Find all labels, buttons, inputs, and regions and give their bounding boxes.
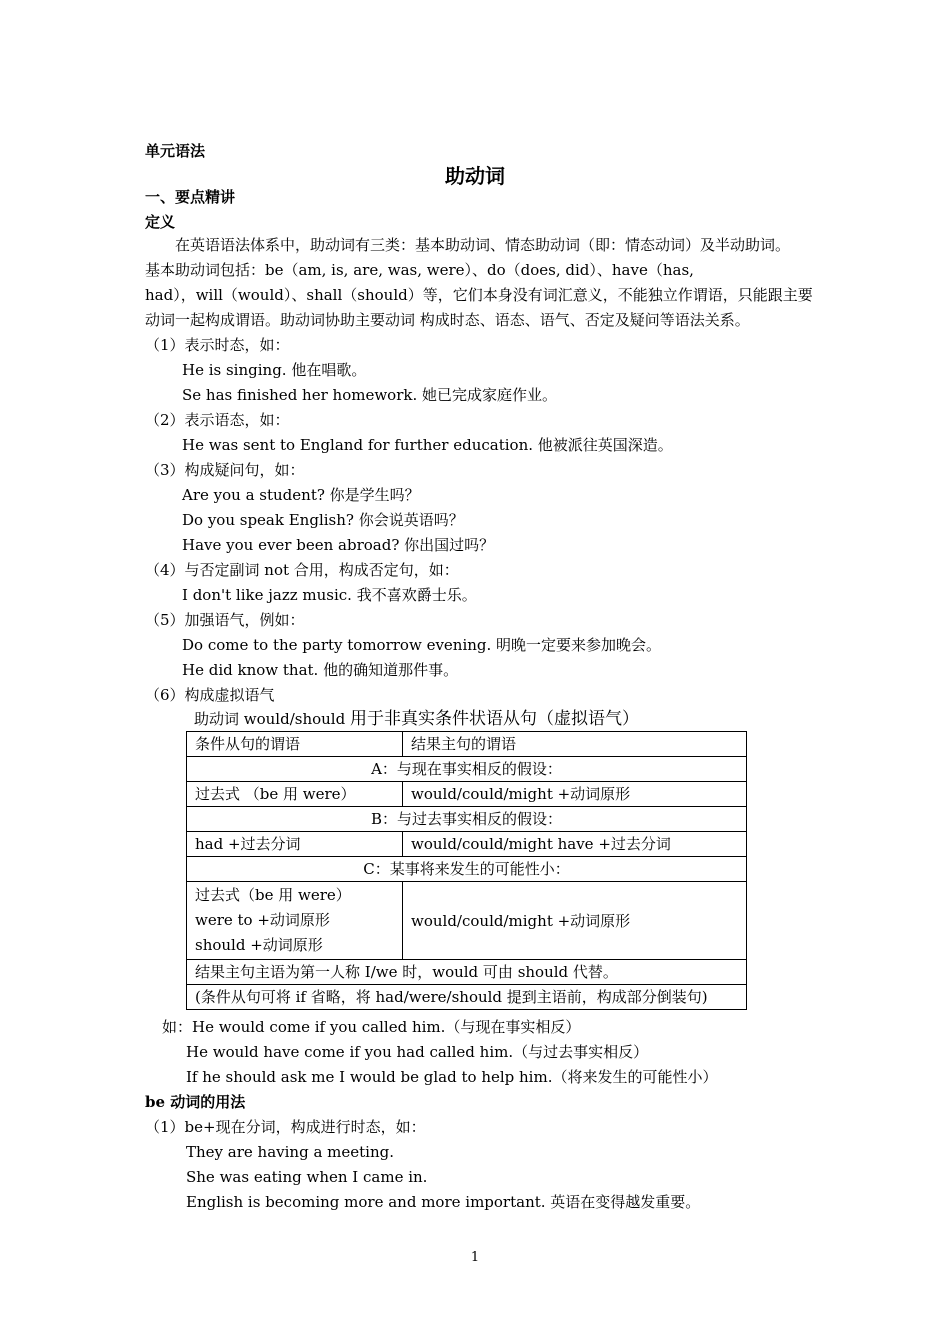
item-label: （6）构成虚拟语气 <box>145 686 275 704</box>
table-cell <box>187 882 403 960</box>
example-sentence: He would have come if you had called him.（与过去事实相反） <box>186 1043 649 1061</box>
example-sentence: He was sent to England for further education. 他被派往英国深造。 <box>182 436 673 454</box>
table-cell: would/could/might +动词原形 <box>403 782 747 807</box>
subjunctive-table <box>186 731 747 1010</box>
definition-line: had），will（would）、shall（should）等，它们本身没有词汇意义，不能独立作谓语，只能跟主要 <box>145 286 813 304</box>
item-label: （1）表示时态，如： <box>145 336 290 354</box>
table-note-cell: 结果主句主语为第一人称 I/we 时，would 可由 should 代替。 <box>187 960 747 985</box>
example-sentence: She was eating when I came in. <box>186 1168 428 1186</box>
page-title: 助动词 <box>445 164 505 188</box>
table-header-cell: 结果主句的谓语 <box>403 732 747 757</box>
definition-heading: 定义 <box>145 213 176 231</box>
table-section-cell: C：某事将来发生的可能性小： <box>187 857 747 882</box>
example-sentence: Have you ever been abroad? 你出国过吗？ <box>182 536 495 554</box>
table-section-row <box>187 807 747 832</box>
table-cell: would/could/might have +过去分词 <box>403 832 747 857</box>
table-section-row <box>187 757 747 782</box>
definition-line: 动词一起构成谓语。助动词协助主要动词 构成时态、语态、语气、否定及疑问等语法关系。 <box>145 311 750 329</box>
definition-paragraph <box>145 233 825 333</box>
table-note-row <box>187 960 747 985</box>
definition-line: 基本助动词包括：be（am, is, are, was, were）、do（does, did）、have（has, <box>145 261 694 279</box>
example-sentence: Are you a student? 你是学生吗？ <box>182 486 420 504</box>
table-row <box>187 832 747 857</box>
table-cell: 过去式 （be 用 were） <box>187 782 403 807</box>
item-label: （3）构成疑问句，如： <box>145 461 305 479</box>
item-label: （5）加强语气，例如： <box>145 611 305 629</box>
example-sentence: They are having a meeting. <box>186 1143 394 1161</box>
table-cell: had +过去分词 <box>187 832 403 857</box>
example-sentence: Do come to the party tomorrow evening. 明晚一定要来参加晚会。 <box>182 636 662 654</box>
table-caption-part: 助动词 would/should <box>194 710 350 728</box>
example-sentence: If he should ask me I would be glad to help him.（将来发生的可能性小） <box>186 1068 718 1086</box>
item-label: （4）与否定副词 not 合用，构成否定句，如： <box>145 561 459 579</box>
example-sentence: Se has finished her homework. 她已完成家庭作业。 <box>182 386 557 404</box>
example-sentence: English is becoming more and more important. 英语在变得越发重要。 <box>186 1193 701 1211</box>
table-cell-line: 过去式（be 用 were） <box>195 886 351 904</box>
table-caption-part: 用于非真实条件状语从句（虚拟语气） <box>349 709 639 729</box>
table-section-cell: B：与过去事实相反的假设： <box>187 807 747 832</box>
item-label: （1）be+现在分词，构成进行时态，如： <box>145 1118 426 1136</box>
example-sentence: He did know that. 他的确知道那件事。 <box>182 661 459 679</box>
example-sentence: 如：He would come if you called him.（与现在事实相反） <box>162 1018 581 1036</box>
example-sentence: He is singing. 他在唱歌。 <box>182 361 367 379</box>
table-cell: would/could/might +动词原形 <box>403 882 747 960</box>
table-cell-line: should +动词原形 <box>195 936 323 954</box>
table-section-row <box>187 857 747 882</box>
be-heading: be 动词的用法 <box>145 1093 246 1111</box>
table-note-cell: (条件从句可将 if 省略，将 had/were/should 提到主语前，构成部分倒装句) <box>187 985 747 1010</box>
example-sentence: Do you speak English? 你会说英语吗？ <box>182 511 464 529</box>
definition-line: 在英语语法体系中，助动词有三类：基本助动词、情态助动词（即：情态动词）及半动助词。 <box>145 236 791 254</box>
section-heading: 一、要点精讲 <box>145 188 236 206</box>
unit-heading: 单元语法 <box>145 142 206 160</box>
table-section-cell: A：与现在事实相反的假设： <box>187 757 747 782</box>
table-header-row <box>187 732 747 757</box>
table-header-cell: 条件从句的谓语 <box>187 732 403 757</box>
table-cell-line: were to +动词原形 <box>195 911 330 929</box>
table-row <box>187 782 747 807</box>
table-caption <box>194 709 639 729</box>
page-number: 1 <box>470 1250 480 1265</box>
item-label: （2）表示语态，如： <box>145 411 290 429</box>
example-sentence: I don't like jazz music. 我不喜欢爵士乐。 <box>182 586 477 604</box>
table-row <box>187 882 747 960</box>
table-note-row <box>187 985 747 1010</box>
